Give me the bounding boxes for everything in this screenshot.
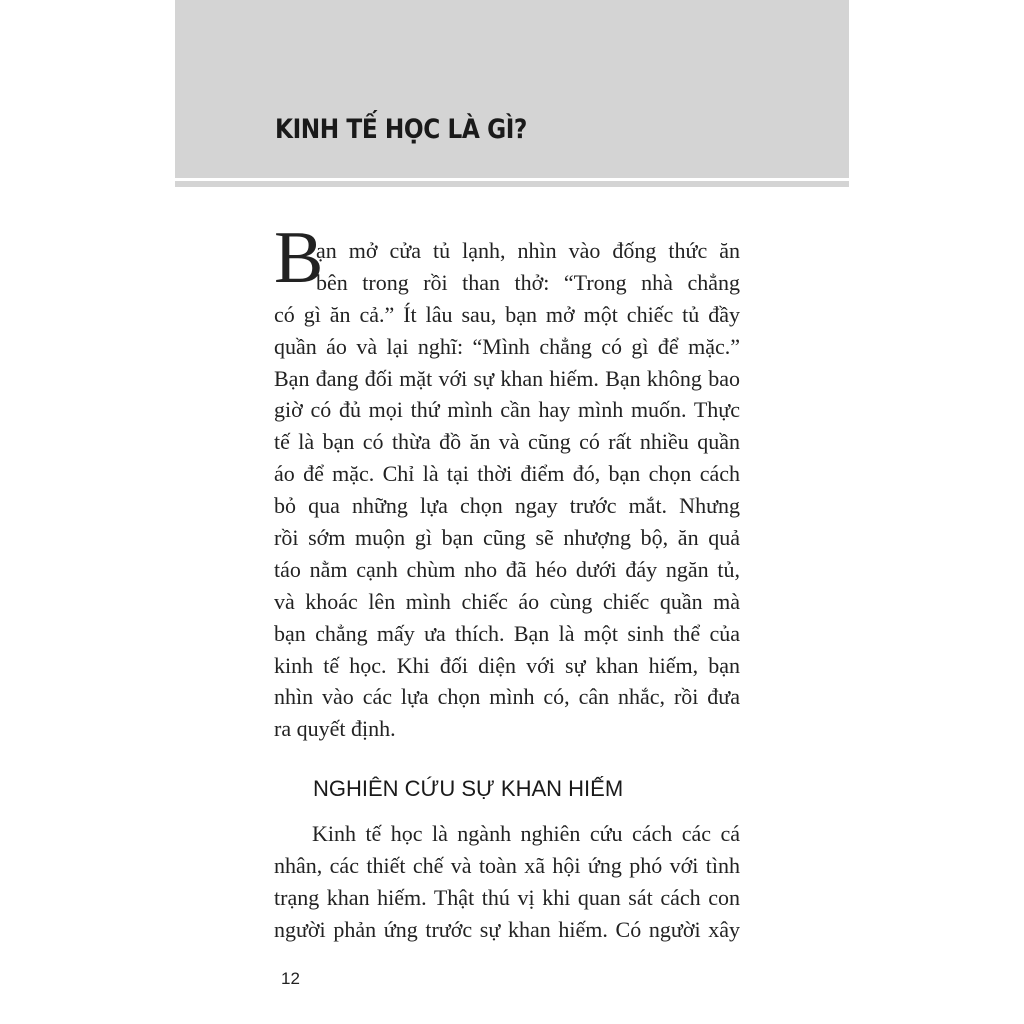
intro-paragraph — [274, 235, 740, 745]
paragraph-line: áo để mặc. Chỉ là tại thời điểm đó, bạn chọn cách — [274, 461, 740, 487]
paragraph-line: ra quyết định. — [274, 716, 396, 742]
paragraph-line: tế là bạn có thừa đồ ăn và cũng có rất nhiều quần — [274, 429, 740, 455]
paragraph-line: Bạn đang đối mặt với sự khan hiếm. Bạn không bao — [274, 365, 740, 391]
section-heading: NGHIÊN CỨU SỰ KHAN HIẾM — [313, 776, 624, 801]
paragraph-line: trạng khan hiếm. Thật thú vị khi quan sát cách con — [274, 884, 740, 910]
paragraph-line: bỏ qua những lựa chọn ngay trước mắt. Nhưng — [274, 493, 740, 519]
paragraph-line: Kinh tế học là ngành nghiên cứu cách các cá — [312, 821, 740, 846]
paragraph-line: kinh tế học. Khi đối diện với sự khan hiếm, bạn — [274, 652, 740, 678]
paragraph-line: người phản ứng trước sự khan hiếm. Có người xây — [274, 916, 740, 942]
paragraph-line: và khoác lên mình chiếc áo cùng chiếc quần mà — [274, 588, 740, 614]
paragraph-line: giờ có đủ mọi thứ mình cần hay mình muốn. Thực — [274, 397, 740, 423]
paragraph-line: bạn chẳng mấy ưa thích. Bạn là một sinh thể của — [274, 620, 740, 646]
paragraph-line: táo nằm cạnh chùm nho đã héo dưới đáy ngăn tủ, — [274, 556, 740, 582]
section-paragraph — [274, 818, 740, 946]
paragraph-line: nhìn vào các lựa chọn mình có, cân nhắc, rồi đưa — [274, 684, 740, 710]
page-number: 12 — [281, 969, 300, 988]
paragraph-line: có gì ăn cả.” Ít lâu sau, bạn mở một chiếc tủ đầy — [274, 301, 740, 327]
chapter-header-band — [175, 0, 849, 178]
header-divider — [175, 181, 849, 187]
paragraph-line: rồi sớm muộn gì bạn cũng sẽ nhượng bộ, ăn quả — [274, 525, 740, 551]
paragraph-line: ạn mở cửa tủ lạnh, nhìn vào đống thức ăn — [316, 238, 740, 263]
paragraph-line: nhân, các thiết chế và toàn xã hội ứng phó với tình — [274, 852, 740, 878]
drop-cap-letter: B — [274, 217, 324, 299]
chapter-title: KINH TẾ HỌC LÀ GÌ? — [275, 114, 527, 145]
paragraph-line: quần áo và lại nghĩ: “Mình chẳng có gì để mặc.” — [274, 333, 740, 359]
paragraph-line: bên trong rồi than thở: “Trong nhà chẳng — [316, 269, 740, 295]
